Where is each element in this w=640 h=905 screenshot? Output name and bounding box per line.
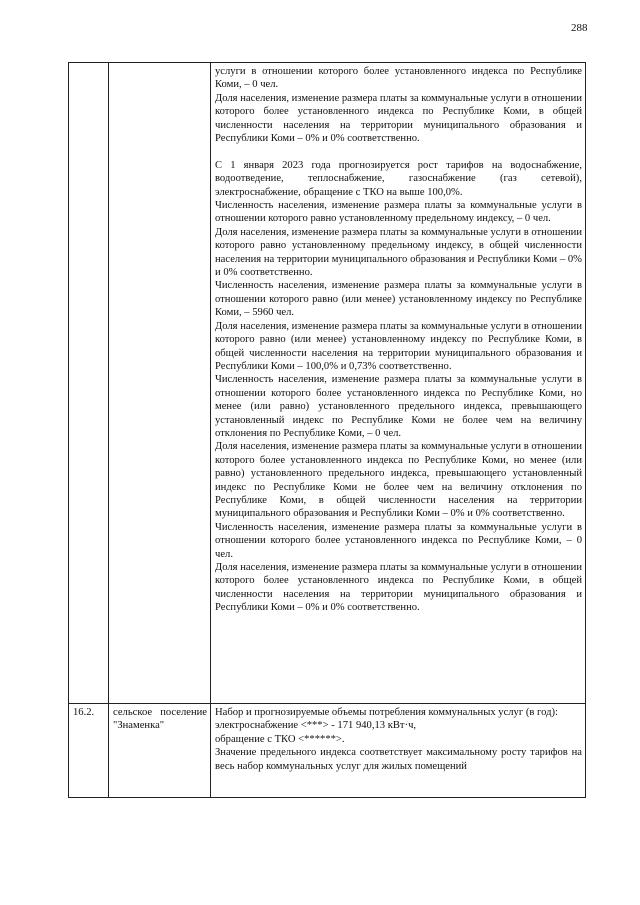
paragraph: Численность населения, изменение размера платы за коммунальные услуги в отношении которого равно установленному предельному индексу, – 0 чел. — [215, 200, 582, 225]
paragraph: электроснабжение <***> - 171 940,13 кВт·ч, — [215, 720, 417, 732]
table-row — [69, 63, 586, 704]
paragraph: Доля населения, изменение размера платы за коммунальные услуги в отношении которого равно (или менее) установленному индексу по Республике Коми, в общей численности населения на территории муниципального образования и Республики Коми – 100,0% и 0,73% соответственно. — [215, 320, 582, 372]
row-name-cell — [109, 704, 211, 798]
paragraph: Доля населения, изменение размера платы за коммунальные услуги в отношении которого более установленного индекса по Республике Коми, в общей численности населения на территории муниципального образования и Республики Коми – 0% и 0% соответственно. — [215, 562, 582, 614]
tariff-table — [68, 62, 586, 798]
table-row — [69, 704, 586, 798]
row-description-cell — [211, 704, 586, 798]
row-name-cell — [109, 63, 211, 704]
paragraph: услуги в отношении которого более установленного индекса по Республике Коми, – 0 чел. — [215, 66, 582, 91]
paragraph: Доля населения, изменение размера платы за коммунальные услуги в отношении которого более установленного индекса по Республике Коми, в общей численности населения на территории муниципального образования и Республики Коми – 0% и 0% соответственно. — [215, 92, 582, 145]
paragraph: Доля населения, изменение размера платы за коммунальные услуги в отношении которого равно установленному предельному индексу, в общей численности населения на территории муниципального образования и Республики Коми – 0% и 0% соответственно. — [215, 226, 582, 279]
row-number-cell — [69, 63, 109, 704]
row-number-cell — [69, 704, 109, 798]
paragraph: Численность населения, изменение размера платы за коммунальные услуги в отношении которого равно (или менее) установленному индексу по Республике Коми, – 5960 чел. — [215, 280, 582, 319]
paragraph-gap — [215, 145, 582, 158]
paragraph: Численность населения, изменение размера платы за коммунальные услуги в отношении которого более установленного индекса по Республике Коми, – 0 чел. — [215, 521, 582, 560]
page-number: 288 — [571, 22, 588, 34]
settlement-name: сельское поселение "Знаменка" — [113, 707, 207, 732]
row-description-cell — [211, 63, 586, 704]
paragraph: обращение с ТКО <******>. — [215, 733, 345, 745]
row-number: 16.2. — [73, 707, 95, 718]
paragraph: С 1 января 2023 года прогнозируется рост тарифов на водоснабжение, водоотведение, теплоснабжение, газоснабжение (газ сетевой), электроснабжение, обращение с ТКО на выше 100,0%. — [215, 159, 582, 198]
paragraph: Численность населения, изменение размера платы за коммунальные услуги в отношении которого более установленного индекса по Республике Коми, но менее (или равно) установленного предельного индекса, превышающего установленный индекс по Республике Коми не более чем на величину отклонения по Республике Коми, – 0 чел. — [215, 374, 582, 439]
paragraph: Доля населения, изменение размера платы за коммунальные услуги в отношении которого более установленного индекса по Республике Коми, но менее (или равно) установленного предельного индекса, превышающего установленный индекс по Республике Коми не более чем на величину отклонения по Республике Коми, в общей численности населения на территории муниципального образования и Республики Коми – 0% и 0% соответственно. — [215, 441, 582, 520]
paragraph: Значение предельного индекса соответствует максимальному росту тарифов на весь набор коммунальных услуг для жилых помещений — [215, 747, 582, 772]
paragraph: Набор и прогнозируемые объемы потребления коммунальных услуг (в год): — [215, 707, 558, 718]
